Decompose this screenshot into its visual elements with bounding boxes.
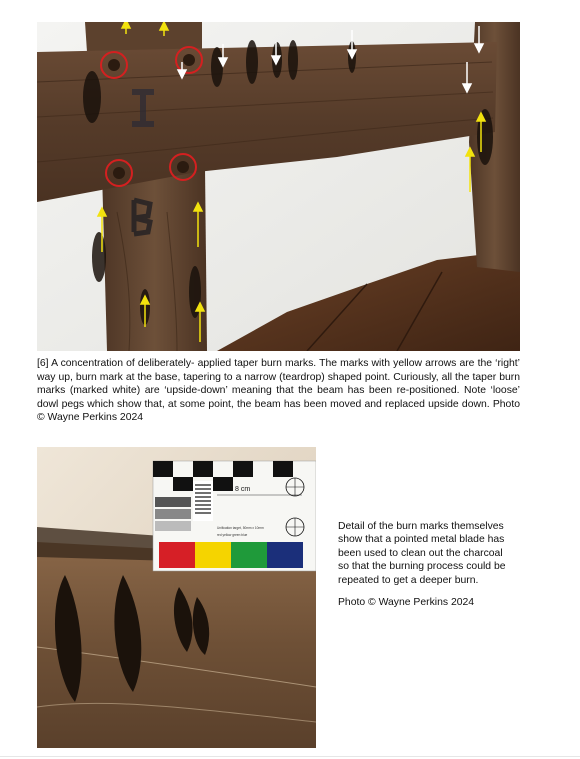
detail-photo-credit: Photo © Wayne Perkins 2024: [338, 597, 475, 609]
detail-caption-text: Detail of the burn marks themselves show that a pointed metal blade has been used to clean out the charcoal so that the burning process could be repeated to get a deeper burn.: [338, 521, 506, 586]
left-post: [102, 167, 207, 351]
scale-card: [153, 461, 316, 571]
page-divider: [0, 756, 580, 757]
photo-1-caption: [6] A concentration of deliberately- applied taper burn marks. The marks with yellow arrows are the ‘right’ way up, burn mark at the base, tapering to a narrow (teardrop) shaped point. Curiously, all the taper burn marks (marked white) are ‘upside-down’ meaning that the beam has been re-positioned. Note ‘loose’ dowl pegs which show that, at some point, the beam has been moved and replaced upside down. Photo © Wayne Perkins 2024: [37, 358, 520, 424]
swatch-yellow: [195, 542, 231, 568]
detail-caption: [338, 520, 508, 618]
beam-burn-marks-photo: [37, 22, 520, 351]
detail-photo-illustration: [37, 447, 316, 748]
scale-card-label: 8 cm: [235, 486, 251, 493]
swatch-blue: [267, 542, 303, 568]
scale-card-fine-print: Unification target, 50mm x 10mm: [217, 526, 264, 530]
burn-marks-detail-photo: [37, 447, 316, 748]
scale-card-fine-print: red yellow green blue: [217, 533, 248, 537]
beam-photo-illustration: [37, 22, 520, 351]
swatch-red: [159, 542, 195, 568]
swatch-green: [231, 542, 267, 568]
